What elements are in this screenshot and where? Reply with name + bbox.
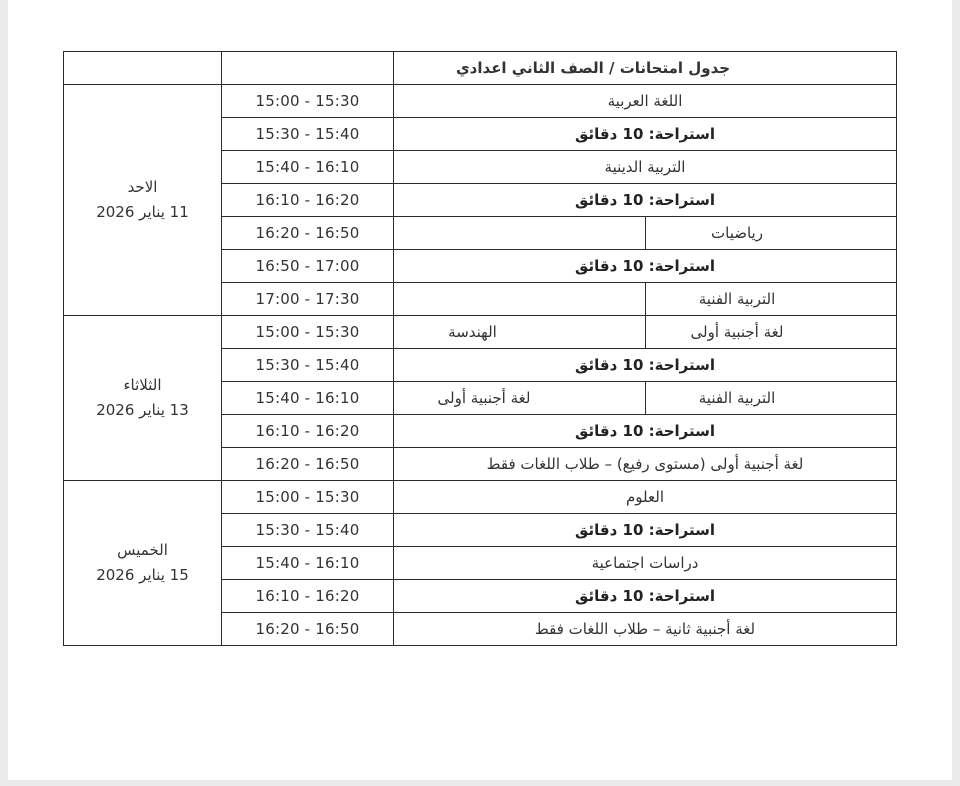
day-date: 11 يناير 2026	[96, 203, 189, 221]
time-cell: 15:30 - 15:40	[222, 514, 394, 547]
break-cell: استراحة: 10 دقائق	[394, 118, 897, 151]
subject-cell: دراسات اجتماعية	[394, 547, 897, 580]
time-cell: 17:00 - 17:30	[222, 283, 394, 316]
break-cell: استراحة: 10 دقائق	[394, 250, 897, 283]
time-cell: 15:40 - 16:10	[222, 151, 394, 184]
day-cell-sunday	[64, 85, 222, 316]
time-cell: 15:40 - 16:10	[222, 382, 394, 415]
time-cell: 15:00 - 15:30	[222, 316, 394, 349]
time-cell: 15:00 - 15:30	[222, 481, 394, 514]
day-cell-tuesday	[64, 316, 222, 481]
time-cell: 15:00 - 15:30	[222, 85, 394, 118]
time-cell: 16:10 - 16:20	[222, 184, 394, 217]
day-date: 13 يناير 2026	[96, 401, 189, 419]
subject-cell-left	[394, 217, 646, 250]
day-date: 15 يناير 2026	[96, 566, 189, 584]
break-cell: استراحة: 10 دقائق	[394, 514, 897, 547]
day-name: الاحد	[127, 178, 158, 196]
time-cell: 16:10 - 16:20	[222, 415, 394, 448]
break-cell: استراحة: 10 دقائق	[394, 415, 897, 448]
subject-cell-left: الهندسة	[394, 316, 646, 349]
time-cell: 16:10 - 16:20	[222, 580, 394, 613]
subject-cell: اللغة العربية	[394, 85, 897, 118]
subject-cell-right: التربية الفنية	[646, 283, 897, 316]
day-cell-thursday	[64, 481, 222, 646]
time-cell: 15:40 - 16:10	[222, 547, 394, 580]
header-time-cell	[222, 52, 394, 85]
table-row	[64, 481, 897, 514]
subject-cell-left: لغة أجنبية أولى	[394, 382, 646, 415]
time-cell: 16:20 - 16:50	[222, 448, 394, 481]
exam-schedule-table	[63, 51, 897, 646]
subject-cell: التربية الدينية	[394, 151, 897, 184]
document-page	[8, 0, 952, 780]
break-cell: استراحة: 10 دقائق	[394, 184, 897, 217]
subject-cell: لغة أجنبية أولى (مستوى رفيع) – طلاب اللغات فقط	[394, 448, 897, 481]
subject-cell-right: التربية الفنية	[646, 382, 897, 415]
subject-cell-right: رياضيات	[646, 217, 897, 250]
table-row	[64, 85, 897, 118]
table-title: جدول امتحانات / الصف الثاني اعدادي	[394, 52, 897, 85]
time-cell: 16:50 - 17:00	[222, 250, 394, 283]
time-cell: 16:20 - 16:50	[222, 217, 394, 250]
time-cell: 16:20 - 16:50	[222, 613, 394, 646]
time-cell: 15:30 - 15:40	[222, 349, 394, 382]
break-cell: استراحة: 10 دقائق	[394, 349, 897, 382]
subject-cell: لغة أجنبية ثانية – طلاب اللغات فقط	[394, 613, 897, 646]
subject-cell-left	[394, 283, 646, 316]
table-header-row	[64, 52, 897, 85]
table-row	[64, 316, 897, 349]
day-name: الثلاثاء	[123, 376, 162, 394]
break-cell: استراحة: 10 دقائق	[394, 580, 897, 613]
subject-cell: العلوم	[394, 481, 897, 514]
time-cell: 15:30 - 15:40	[222, 118, 394, 151]
day-name: الخميس	[117, 541, 168, 559]
subject-cell-right: لغة أجنبية أولى	[646, 316, 897, 349]
header-day-cell	[64, 52, 222, 85]
